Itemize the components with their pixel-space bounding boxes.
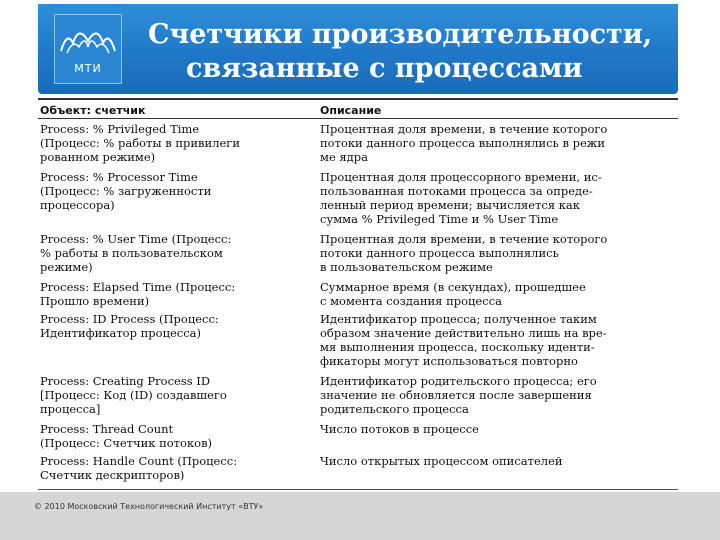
counter-name: Process: Creating Process ID [Процесс: Код (ID) создавшего процесса] (40, 374, 227, 416)
table-bottom-rule (38, 489, 678, 490)
table-top-rule (38, 98, 678, 100)
title-banner (38, 4, 678, 94)
title-line-1: Счетчики производительности, (148, 19, 653, 50)
counter-description: Процентная доля процессорного времени, ис- пользованная потоками процесса за опреде- ленный период времени; вычисляется как сумма % Privileged Time и % User Time (320, 170, 602, 226)
page-title (138, 18, 658, 86)
mountains-logo-icon (59, 21, 117, 55)
counter-name: Process: Thread Count (Процесс: Счетчик потоков) (40, 422, 213, 450)
header-rule (38, 118, 678, 119)
counter-name: Process: ID Process (Процесс: Идентификатор процесса) (40, 312, 219, 340)
institute-logo (54, 14, 122, 84)
title-line-2: связанные с процессами (186, 53, 583, 84)
counter-name: Process: % User Time (Процесс: % работы в пользовательском режиме) (40, 232, 232, 274)
counter-description: Процентная доля времени, в течение которого потоки данного процесса выполнялись в режи ме ядра (320, 122, 608, 164)
counter-description: Процентная доля времени, в течение которого потоки данного процесса выполнялись в пользовательском режиме (320, 232, 608, 274)
counter-description: Число открытых процессом описателей (320, 454, 563, 468)
column-header-description: Описание (320, 104, 382, 117)
counter-name: Process: % Privileged Time (Процесс: % работы в привилеги рованном режиме) (40, 122, 240, 164)
footer-bar (0, 492, 720, 540)
counter-description: Число потоков в процессе (320, 422, 479, 436)
counter-name: Process: Handle Count (Процесс: Счетчик дескрипторов) (40, 454, 238, 482)
counter-description: Суммарное время (в секундах), прошедшее с момента создания процесса (320, 280, 586, 308)
counters-table (38, 98, 678, 490)
logo-text: МТИ (74, 62, 102, 75)
counter-name: Process: Elapsed Time (Процесс: Прошло времени) (40, 280, 236, 308)
copyright-text: © 2010 Московский Технологический Институт «ВТУ» (34, 502, 264, 511)
counter-description: Идентификатор родительского процесса; его значение не обновляется после завершения родительского процесса (320, 374, 597, 416)
counter-description: Идентификатор процесса; полученное таким образом значение действительно лишь на вре- мя выполнения процесса, поскольку иденти- фикаторы могут использоваться повторно (320, 312, 607, 368)
counter-name: Process: % Processor Time (Процесс: % загруженности процессора) (40, 170, 212, 212)
column-header-object: Объект: счетчик (40, 104, 146, 117)
